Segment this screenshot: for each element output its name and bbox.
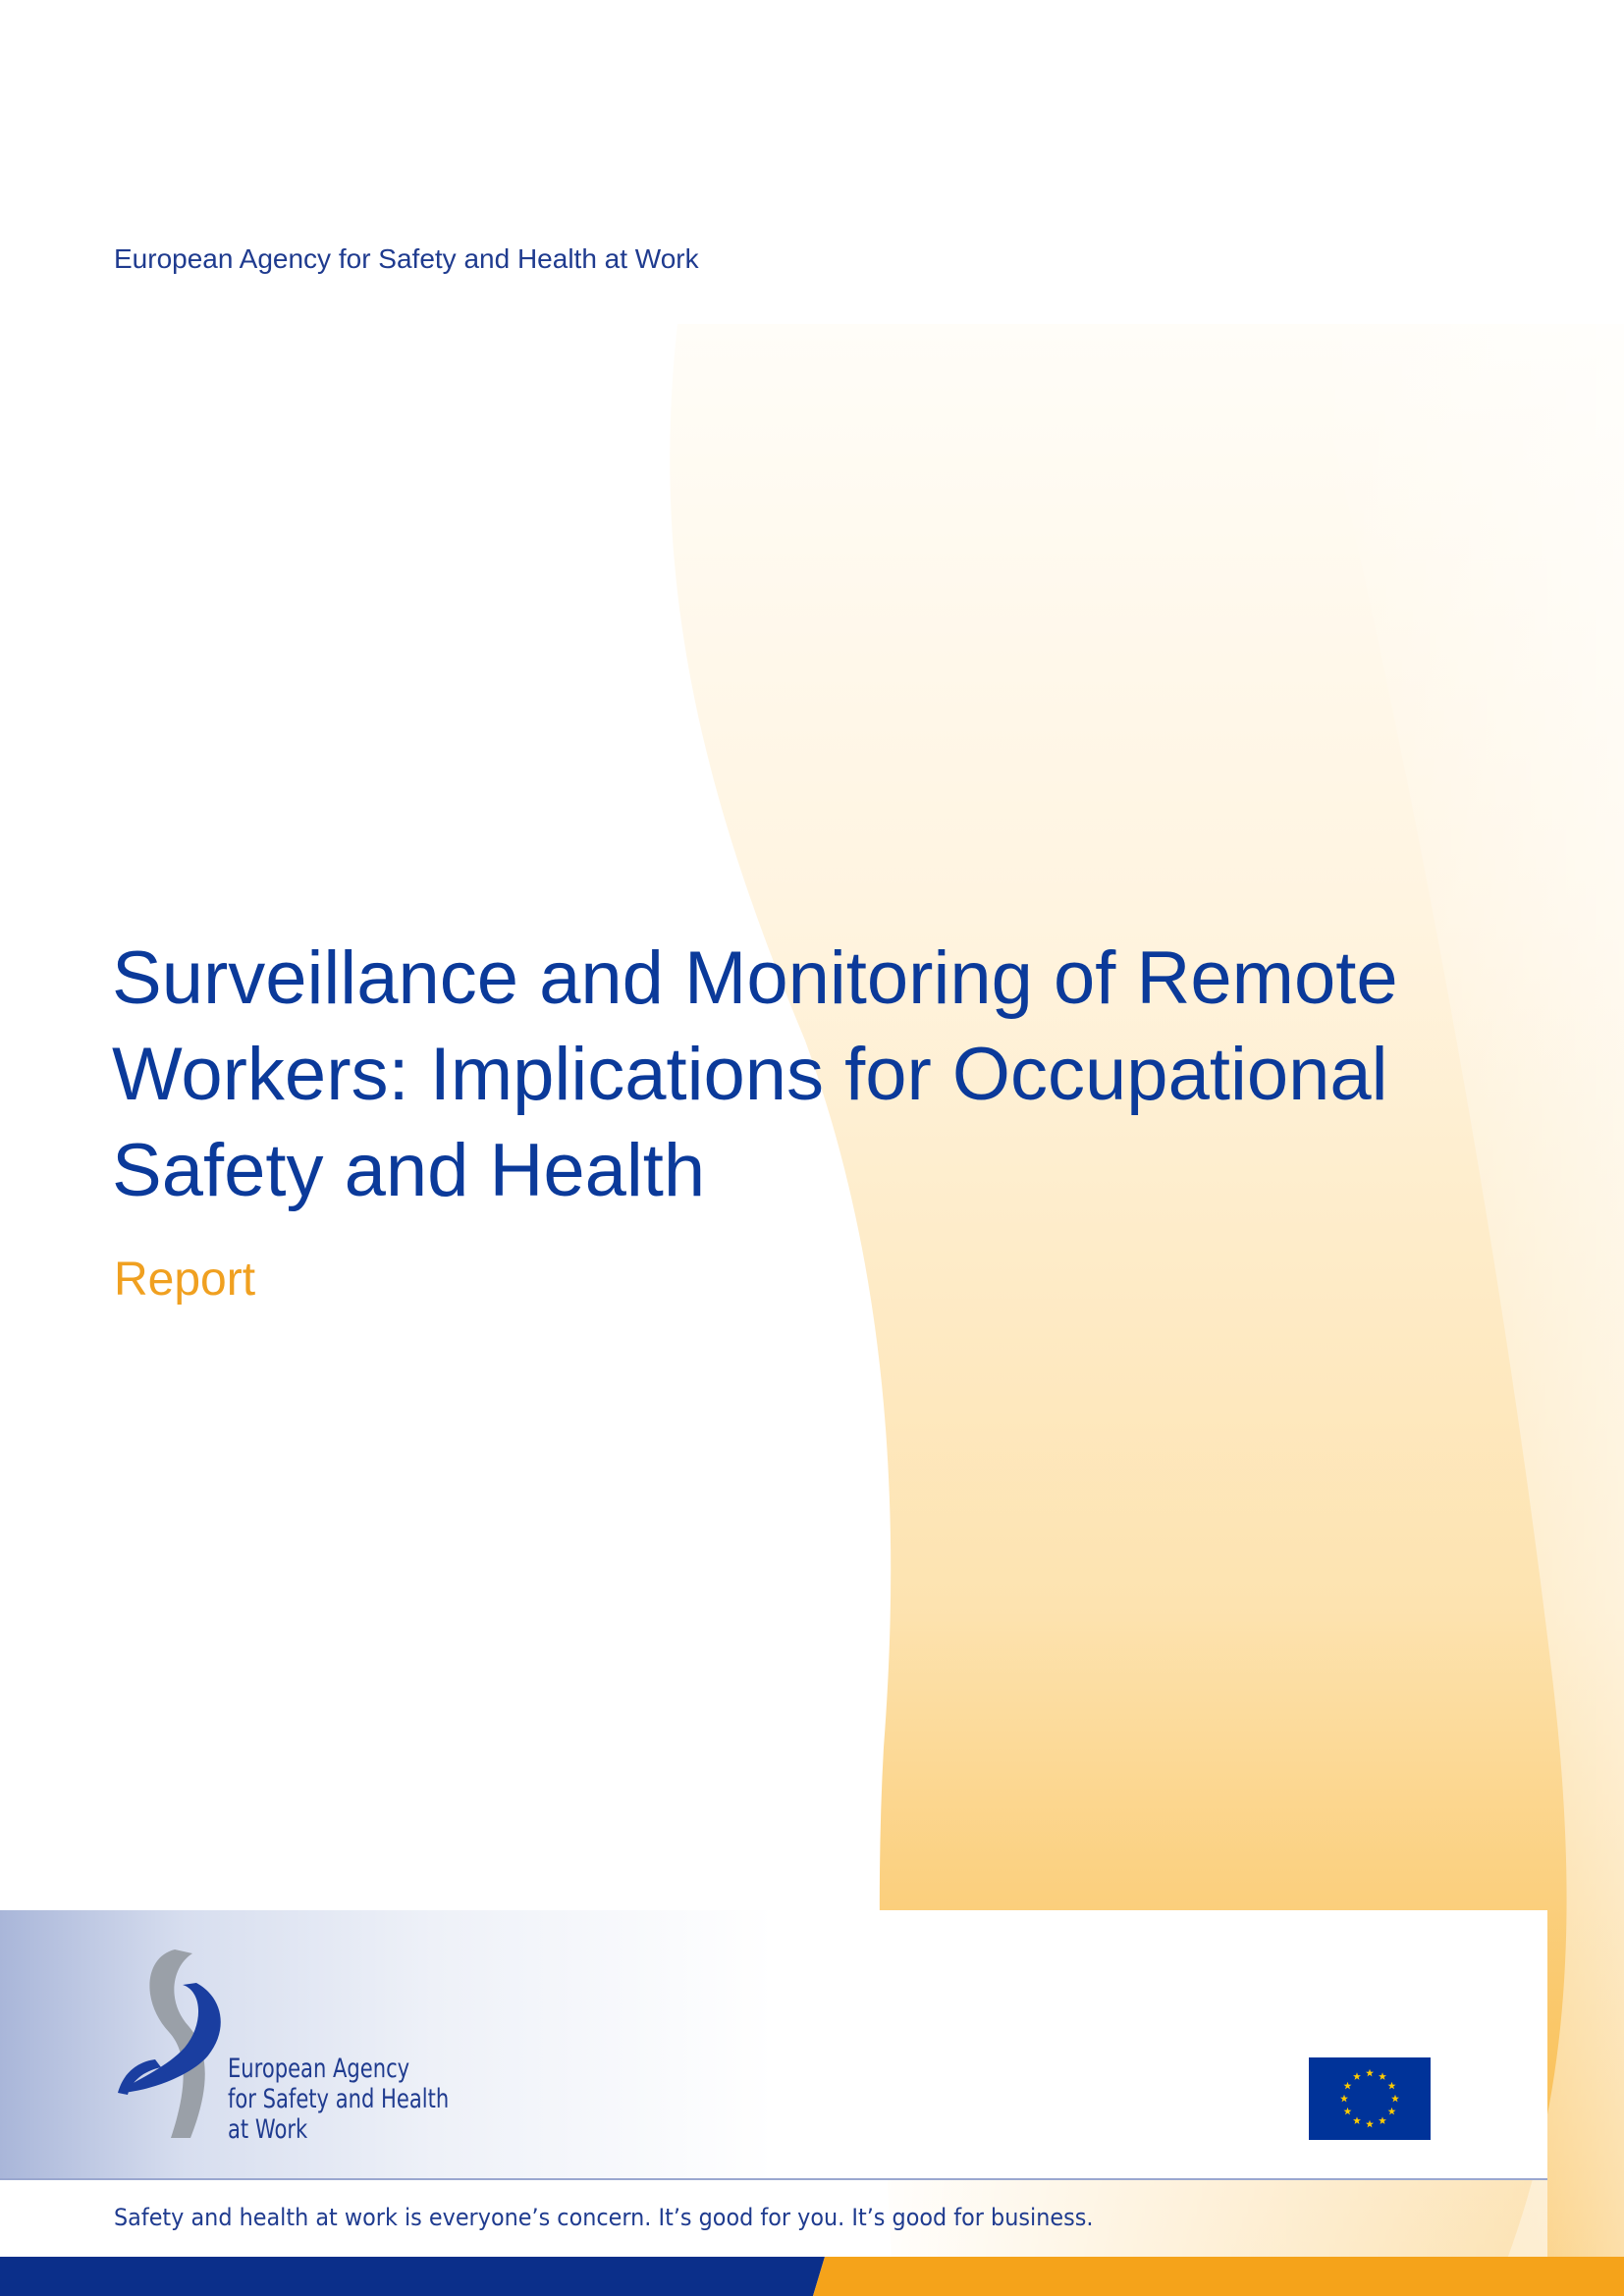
eu-flag-icon [1309, 2057, 1431, 2140]
logo-text-line-1: European Agency [228, 2054, 410, 2084]
footer-tagline: Safety and health at work is everyone’s concern. It’s good for you. It’s good for business. [114, 2204, 1094, 2231]
logo-text-line-3: at Work [228, 2114, 308, 2145]
logo-wordmark [228, 2054, 449, 2145]
report-type-label: Report [114, 1254, 256, 1306]
eu-osha-logo-icon [114, 1946, 242, 2142]
bottom-color-bars [0, 2257, 1624, 2296]
title-line-1: Surveillance and Monitoring of Remote [112, 936, 1398, 1020]
title-line-2: Workers: Implications for Occupational [112, 1033, 1388, 1116]
title-line-3: Safety and Health [112, 1129, 706, 1212]
logo-text-line-2: for Safety and Health [228, 2084, 450, 2114]
agency-name-header: European Agency for Safety and Health at Work [114, 243, 699, 274]
report-title [112, 931, 1487, 1219]
